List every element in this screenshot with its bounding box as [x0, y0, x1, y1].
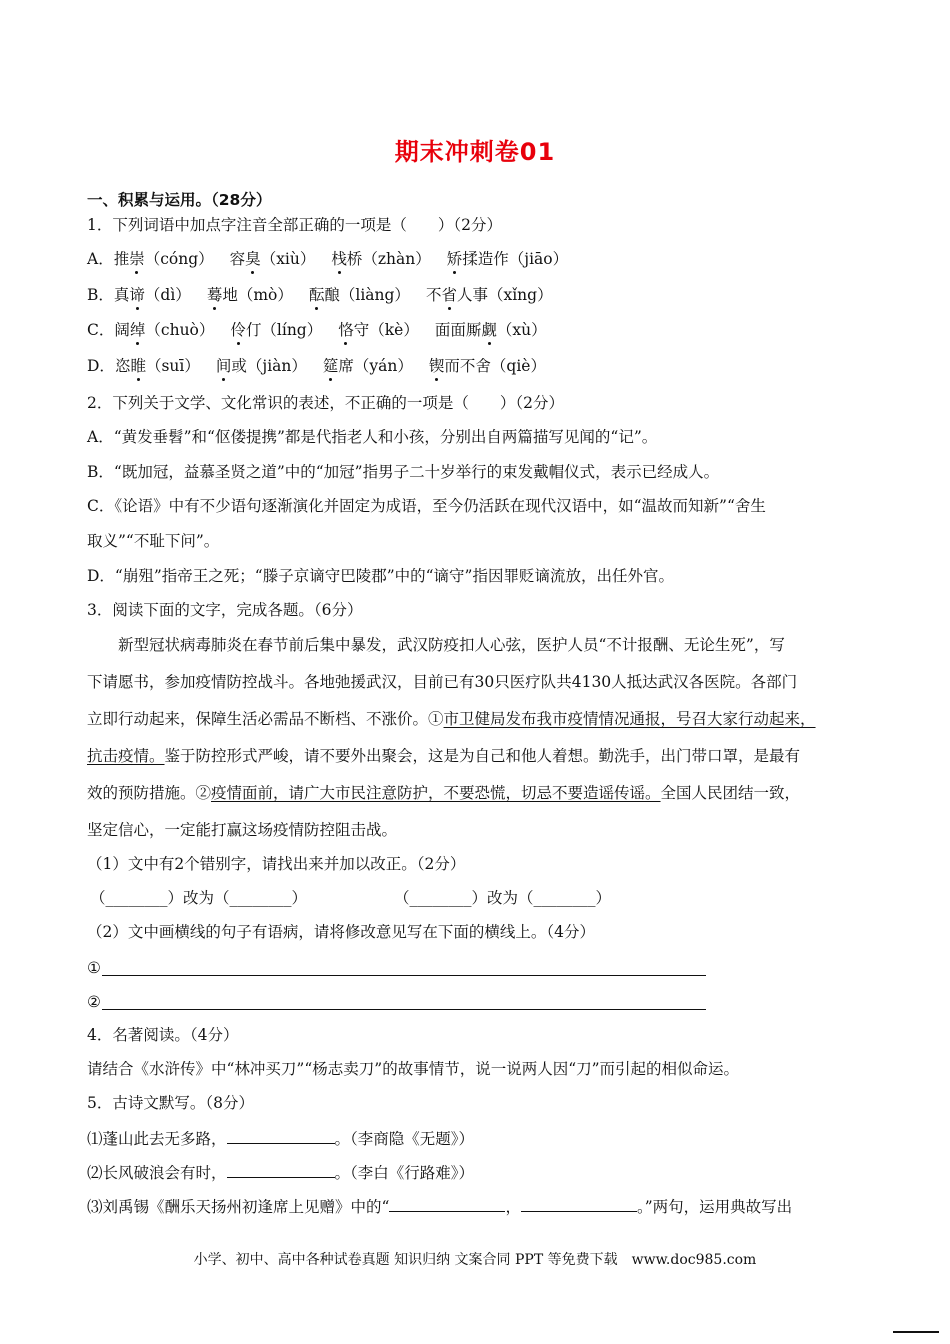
dotted-character: 栈	[331, 250, 347, 268]
word-with-pinyin: 真谛（dì）	[113, 286, 191, 304]
q3-passage-line: 坚定信心，一定能打赢这场疫情防控阻击战。	[87, 821, 398, 839]
poem-source: 。（李商隐《无题》）	[334, 1130, 475, 1148]
q5-line-2	[87, 1161, 474, 1183]
q3-sub2: （2）文中画横线的句子有语病，请将修改意见写在下面的横线上。（4分）	[87, 923, 595, 941]
answer-line-2[interactable]	[102, 1008, 706, 1010]
word-with-pinyin: 酝酿（liàng）	[308, 286, 410, 304]
word-with-pinyin: 栈桥（zhàn）	[331, 250, 431, 268]
word-with-pinyin: 矫揉造作（jiāo）	[446, 250, 569, 268]
separator: ，	[505, 1198, 521, 1216]
word-with-pinyin: 不省人事（xǐng）	[425, 286, 553, 304]
q3-stem: 3．阅读下面的文字，完成各题。（6分）	[87, 601, 363, 619]
poem-prompt: ⑵长风破浪会有时，	[87, 1164, 227, 1182]
underlined-sentence-1: 市卫健局发布我市疫情情况通报，号召大家行动起来，	[443, 710, 816, 728]
option-label: D．	[87, 357, 115, 375]
q3-sub1: （1）文中有2个错别字，请找出来并加以改正。（2分）	[87, 855, 466, 873]
q1-option-c	[87, 320, 563, 340]
q2-option-c-cont: 取义”“不耻下问”。	[87, 532, 220, 550]
q5-stem: 5．古诗文默写。（8分）	[87, 1094, 254, 1112]
fill-blank[interactable]	[227, 1127, 335, 1144]
q2-option-b: B．“既加冠，益慕圣贤之道”中的“加冠”指男子二十岁举行的束发戴帽仪式，表示已经成人。	[87, 463, 720, 481]
q2-option-c: C．《论语》中有不少语句逐渐演化并固定为成语，至今仍活跃在现代汉语中，如“温故而知新”“舍生	[87, 497, 766, 515]
word-with-pinyin: 推崇（cóng）	[113, 250, 214, 268]
q5-line-3	[87, 1195, 792, 1217]
dotted-character: 睢	[130, 357, 146, 375]
word-with-pinyin: 间或（jiàn）	[215, 357, 307, 375]
q3-passage-line	[87, 746, 800, 766]
q3-passage-line: 新型冠状病毒肺炎在春节前后集中暴发，武汉防疫扣人心弦，医护人员“不计报酬、无论生死”，写	[87, 636, 785, 654]
word-with-pinyin: 恪守（kè）	[338, 321, 419, 339]
dotted-character: 间	[215, 357, 232, 375]
option-label: C．	[87, 321, 115, 339]
dotted-character: 矫	[446, 250, 463, 268]
underlined-sentence-2: 疫情面前，请广大市民注意防护，不要恐慌，切忌不要造谣传谣。	[211, 784, 661, 802]
q1-option-d	[87, 356, 562, 376]
footer-note: 小学、初中、高中各种试卷真题 知识归纳 文案合同 PPT 等免费下载 www.doc985.com	[193, 1252, 757, 1268]
dotted-character: 筵	[322, 357, 339, 375]
q2-option-d: D．“崩殂”指帝王之死；“滕子京谪守巴陵郡”中的“谪守”指因罪贬谪流放，出任外官。	[87, 567, 674, 585]
page-title: 期末冲刺卷01	[394, 138, 556, 166]
dotted-character: 臭	[245, 250, 261, 268]
dotted-character: 绰	[129, 321, 146, 339]
poem-prompt: ⑴蓬山此去无多路，	[87, 1130, 227, 1148]
q3-correction-blank-1[interactable]: （________）改为（________）	[90, 889, 308, 907]
q4-stem: 4．名著阅读。（4分）	[87, 1026, 239, 1044]
q5-line-1	[87, 1127, 474, 1149]
poem-prompt-end: 。”两句，运用典故写出	[636, 1198, 793, 1216]
dotted-character: 崇	[129, 250, 145, 268]
word-with-pinyin: 筵席（yán）	[322, 357, 413, 375]
answer-mark-2: ②	[87, 993, 101, 1011]
dotted-character: 蓦	[206, 286, 223, 304]
q4-body: 请结合《水浒传》中“林冲买刀”“杨志卖刀”的故事情节，说一说两人因“刀”而引起的相似命运。	[87, 1060, 740, 1078]
fill-blank[interactable]	[227, 1161, 335, 1178]
passage-text: 鉴于防控形式严峻，请不要外出聚会，这是为自己和他人着想。勤洗手，出门带口罩，是最有	[164, 747, 801, 765]
option-label: A．	[87, 250, 114, 268]
q1-stem: 1．下列词语中加点字注音全部正确的一项是（ ）（2分）	[87, 216, 502, 234]
q3-passage-line	[87, 783, 800, 803]
option-label: B．	[87, 286, 114, 304]
fill-blank[interactable]	[521, 1195, 637, 1212]
word-with-pinyin: 恣睢（suī）	[114, 357, 200, 375]
poem-source: 。（李白《行路难》）	[334, 1164, 475, 1182]
word-with-pinyin: 面面厮觑（xù）	[434, 321, 547, 339]
word-with-pinyin: 锲而不舍（qiè）	[428, 357, 546, 375]
fill-blank[interactable]	[389, 1195, 505, 1212]
underlined-sentence-1-end: 抗击疫情。	[87, 747, 165, 765]
passage-text: 效的预防措施。②	[87, 784, 212, 802]
q1-option-a	[87, 249, 584, 269]
q3-passage-line	[87, 709, 816, 729]
dotted-character: 觑	[481, 321, 497, 339]
q2-stem: 2．下列关于文学、文化常识的表述，不正确的一项是（ ）（2分）	[87, 394, 564, 412]
word-with-pinyin: 伶仃（líng）	[230, 321, 323, 339]
section-heading: 一、积累与运用。（28分）	[87, 191, 272, 209]
dotted-character: 酝	[308, 286, 325, 304]
word-with-pinyin: 阔绰（chuò）	[114, 321, 215, 339]
dotted-character: 谛	[129, 286, 145, 304]
corner-rule	[893, 1331, 939, 1333]
answer-mark-1: ①	[87, 959, 101, 977]
passage-text: 全国人民团结一致，	[660, 784, 801, 802]
dotted-character: 恪	[338, 321, 354, 339]
word-with-pinyin: 容臭（xiù）	[229, 250, 316, 268]
dotted-character: 锲	[428, 357, 445, 375]
dotted-character: 伶	[230, 321, 246, 339]
q3-correction-blank-2[interactable]: （________）改为（________）	[394, 889, 612, 907]
q1-option-b	[87, 285, 569, 305]
word-with-pinyin: 蓦地（mò）	[206, 286, 293, 304]
dotted-character: 省	[441, 286, 457, 304]
q2-option-a: A．“黄发垂髫”和“伛偻提携”都是代指老人和小孩，分别出自两篇描写见闻的“记”。	[87, 428, 658, 446]
poem-prompt: ⑶刘禹锡《酬乐天扬州初逢席上见赠》中的“	[87, 1198, 390, 1216]
q3-passage-line: 下请愿书，参加疫情防控战斗。各地弛援武汉，目前已有30只医疗队共4130人抵达武汉各医院。各部门	[87, 673, 798, 691]
answer-line-1[interactable]	[102, 974, 706, 976]
passage-text: 立即行动起来，保障生活必需品不断档、不涨价。①	[87, 710, 444, 728]
